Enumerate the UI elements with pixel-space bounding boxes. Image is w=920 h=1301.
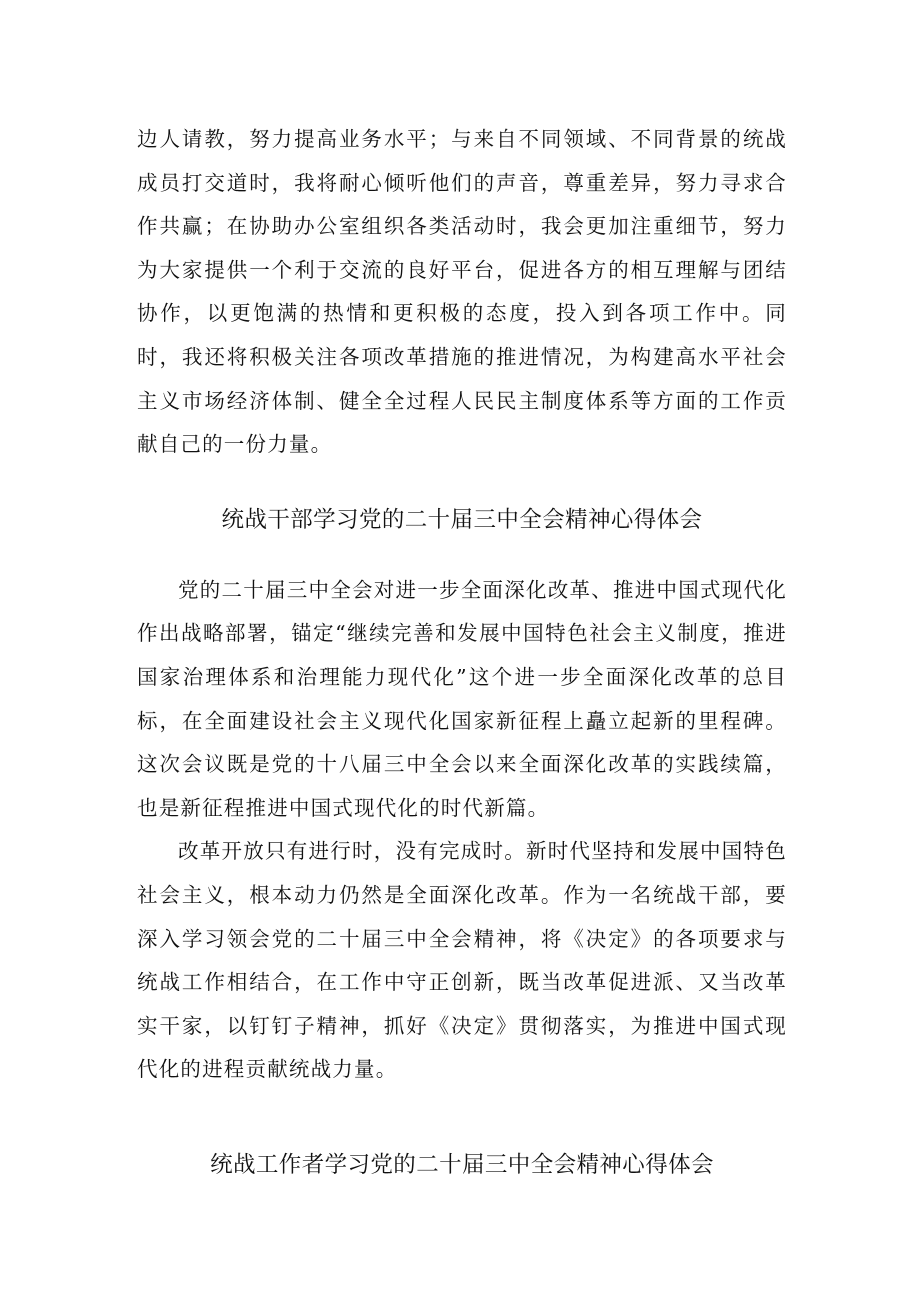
body-paragraph: 党的二十届三中全会对进一步全面深化改革、推进中国式现代化作出战略部署，锚定“继续完善和发展中国特色社会主义制度，推进国家治理体系和治理能力现代化”这个进一步全面深化改革的总目标，在全面建设社会主义现代化国家新征程上矗立起新的里程碑。这次会议既是党的十八届三中全会以来全面深化改革的实践续篇，也是新征程推进中国式现代化的时代新篇。 xyxy=(137,577,787,820)
body-paragraph: 边人请教，努力提高业务水平；与来自不同领域、不同背景的统战成员打交道时，我将耐心倾听他们的声音，尊重差异，努力寻求合作共赢；在协助办公室组织各类活动时，我会更加注重细节，努力为大家提供一个利于交流的良好平台，促进各方的相互理解与团结协作，以更饱满的热情和更积极的态度，投入到各项工作中。同时，我还将积极关注各项改革措施的推进情况，为构建高水平社会主义市场经济体制、健全全过程人民民主制度体系等方面的工作贡献自己的一份力量。 xyxy=(137,127,787,457)
section-title: 统战工作者学习党的二十届三中全会精神心得体会 xyxy=(210,1151,714,1178)
section-title: 统战干部学习党的二十届三中全会精神心得体会 xyxy=(221,506,703,533)
body-paragraph: 改革开放只有进行时，没有完成时。新时代坚持和发展中国特色社会主义，根本动力仍然是全面深化改革。作为一名统战干部，要深入学习领会党的二十届三中全会精神，将《决定》的各项要求与统战工作相结合，在工作中守正创新，既当改革促进派、又当改革实干家，以钉钉子精神，抓好《决定》贯彻落实，为推进中国式现代化的进程贡献统战力量。 xyxy=(137,839,787,1082)
document-page xyxy=(137,118,787,1180)
